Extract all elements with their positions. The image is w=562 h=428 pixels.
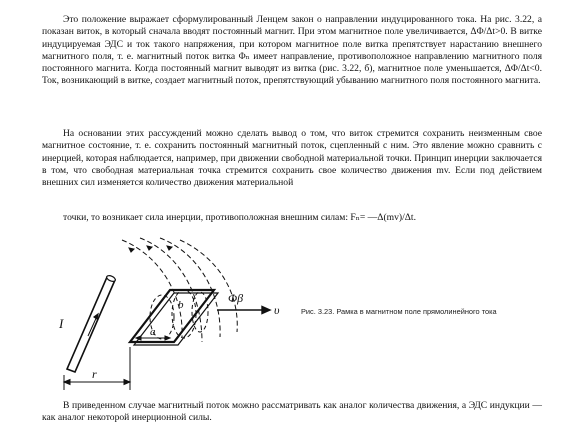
paragraph-text: точки, то возникает сила инерции, противоположная внешним силам: Fₙ= —Δ(mv)/Δt. bbox=[63, 212, 416, 223]
distance-label: r bbox=[92, 367, 97, 381]
paragraph-inertia-force bbox=[42, 212, 542, 224]
side-a-label: a bbox=[150, 326, 156, 338]
straight-wire bbox=[67, 274, 116, 372]
dashed-loops bbox=[150, 290, 208, 339]
paragraph-text: На основании этих рассуждений можно сделать вывод о том, что виток стремится сохранить неизменным свое магнитное состояние, т. е. сохранить постоянный магнитный поток, сцепленный с ним. Это явление можно сравнить с инерцией, которая наблюдается, например, при движении свободной материальной точки. Принцип инерции заключается в том, что свободная материальная точка стремится сохранить свое количество движения mv. Если под действием внешних сил изменяется количество движения материальной bbox=[42, 128, 542, 189]
paragraph-text: В приведенном случае магнитный поток можно рассматривать как аналог количества движения, а ЭДС индукции — как аналог некоторой инерционной силы. bbox=[42, 400, 542, 424]
figure-frame-in-field bbox=[52, 232, 292, 392]
paragraph-lenz-law bbox=[42, 14, 542, 88]
figure-caption: Рис. 3.23. Рамка в магнитном поле прямолинейного тока bbox=[301, 307, 497, 316]
velocity-label: υ bbox=[274, 303, 280, 317]
paragraph-text: Это положение выражает сформулированный Ленцем закон о направлении индуцированного тока. На рис. 3.22, а показан виток, в который сначала вводят постоянный магнит. При этом магнитное поле увеличивается, ΔΦ/Δt>0. В витке индуцируемая ЭДС и ток такого напряжения, при котором магнитное поле витка препятствует нарастанию внешнего магнитного поля, т. е. магнитный поток витка Φₙ имеет направление, противоположное направлению магнитного поля постоянного магнита. Когда постоянный магнит выводят из витка (рис. 3.22, б), магнитное поле уменьшается, ΔΦ/Δt<0. Ток, возникающий в витке, создает магнитный поток, препятствующий убыванию магнитного поля постоянного магнита. bbox=[42, 14, 542, 87]
paragraph-analogy bbox=[42, 400, 542, 425]
current-label: I bbox=[59, 316, 64, 331]
paragraph-inertia bbox=[42, 128, 542, 189]
flux-label: Φβ bbox=[228, 291, 244, 305]
side-b-label: b bbox=[178, 299, 184, 311]
velocity-arrow bbox=[217, 307, 270, 314]
